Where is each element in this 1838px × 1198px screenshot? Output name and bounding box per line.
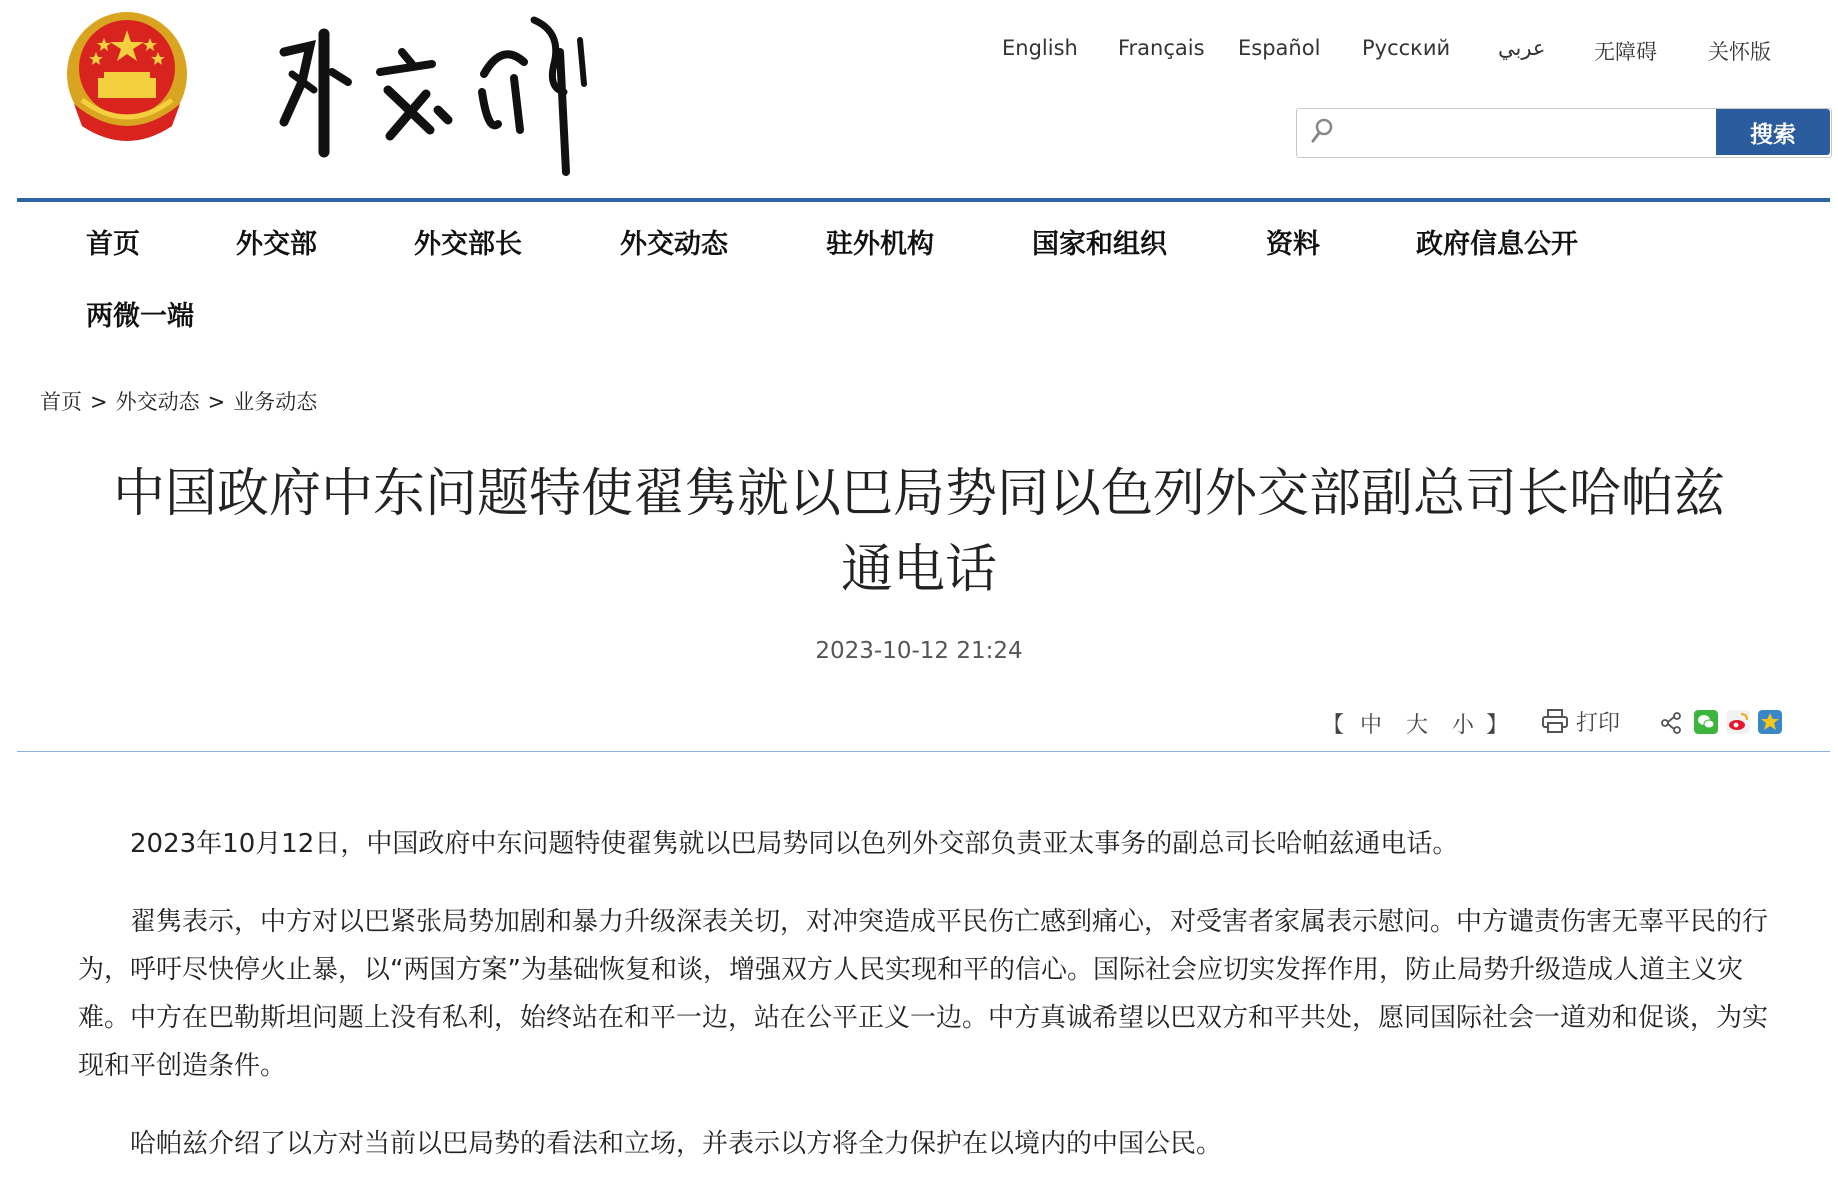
nav-item-ministry[interactable]: 外交部 xyxy=(236,229,317,260)
nav-item-resources[interactable]: 资料 xyxy=(1266,229,1320,260)
share-icon[interactable] xyxy=(1660,712,1682,734)
print-button[interactable]: 打印 xyxy=(1576,711,1621,736)
breadcrumb-separator: > xyxy=(207,390,226,414)
nav-item-gov-info[interactable]: 政府信息公开 xyxy=(1416,229,1578,260)
bracket-open: 【 xyxy=(1322,713,1345,738)
article-paragraph: 2023年10月12日，中国政府中东问题特使翟隽就以巴局势同以色列外交部负责亚太事务的副总司长哈帕兹通电话。 xyxy=(130,829,1459,859)
font-size-large[interactable]: 大 xyxy=(1406,713,1429,738)
search-input[interactable] xyxy=(1342,112,1714,154)
favorite-icon[interactable] xyxy=(1758,710,1782,734)
nav-item-home[interactable]: 首页 xyxy=(86,229,140,260)
breadcrumb xyxy=(40,386,325,416)
page-title-line1: 中国政府中东问题特使翟隽就以巴局势同以色列外交部副总司长哈帕兹 xyxy=(112,464,1725,524)
lang-english-link[interactable]: English xyxy=(1002,36,1078,60)
lang-french-link[interactable]: Français xyxy=(1118,36,1205,60)
lang-russian-link[interactable]: Русский xyxy=(1362,36,1451,60)
site-logo[interactable] xyxy=(262,12,612,182)
nav-item-minister[interactable]: 外交部长 xyxy=(414,229,522,260)
nav-item-countries-orgs[interactable]: 国家和组织 xyxy=(1032,229,1167,260)
breadcrumb-business-news[interactable]: 业务动态 xyxy=(233,390,318,414)
bracket-close: 】 xyxy=(1486,713,1509,738)
lang-spanish-link[interactable]: Español xyxy=(1238,36,1321,60)
article-body xyxy=(78,820,1768,1198)
weibo-icon[interactable] xyxy=(1726,710,1750,734)
print-icon[interactable] xyxy=(1541,708,1569,734)
breadcrumb-diplomatic-news[interactable]: 外交动态 xyxy=(115,390,200,414)
font-size-small[interactable]: 小 xyxy=(1452,713,1475,738)
nav-item-social-media[interactable]: 两微一端 xyxy=(86,301,194,332)
breadcrumb-separator: > xyxy=(90,390,108,414)
lang-arabic-link[interactable]: عربي xyxy=(1498,36,1546,60)
page-title xyxy=(60,456,1778,608)
search-icon xyxy=(1308,116,1336,146)
article-paragraph: 翟隽表示，中方对以巴紧张局势加剧和暴力升级深表关切，对冲突造成平民伤亡感到痛心，对受害者家属表示慰问。中方谴责伤害无辜平民的行为，呼吁尽快停火止暴，以“两国方案”为基础恢复和谈，增强双方人民实现和平的信心。国际社会应切实发挥作用，防止局势升级造成人道主义灾难。中方在巴勒斯坦问题上没有私利，始终站在和平一边，站在公平正义一边。中方真诚希望以巴双方和平共处，愿同国际社会一道劝和促谈，为实现和平创造条件。 xyxy=(78,907,1769,1081)
content-divider xyxy=(17,751,1830,752)
wechat-icon[interactable] xyxy=(1694,710,1718,734)
publish-date: 2023-10-12 21:24 xyxy=(815,638,1023,664)
font-size-medium[interactable]: 中 xyxy=(1360,713,1383,738)
article-paragraph: 哈帕兹介绍了以方对当前以巴局势的看法和立场，并表示以方将全力保护在以境内的中国公民。 xyxy=(130,1129,1223,1159)
elderly-care-link[interactable]: 关怀版 xyxy=(1708,40,1771,64)
language-bar xyxy=(938,36,1838,66)
nav-item-missions-abroad[interactable]: 驻外机构 xyxy=(826,229,934,260)
breadcrumb-home[interactable]: 首页 xyxy=(40,390,82,414)
search-button[interactable]: 搜索 xyxy=(1716,109,1830,155)
header-divider xyxy=(17,198,1830,202)
national-emblem-icon xyxy=(62,8,192,148)
nav-item-diplomatic-news[interactable]: 外交动态 xyxy=(620,229,728,260)
page-title-line2: 通电话 xyxy=(840,540,997,600)
accessibility-link[interactable]: 无障碍 xyxy=(1594,40,1657,64)
font-size-control xyxy=(1322,708,1508,739)
